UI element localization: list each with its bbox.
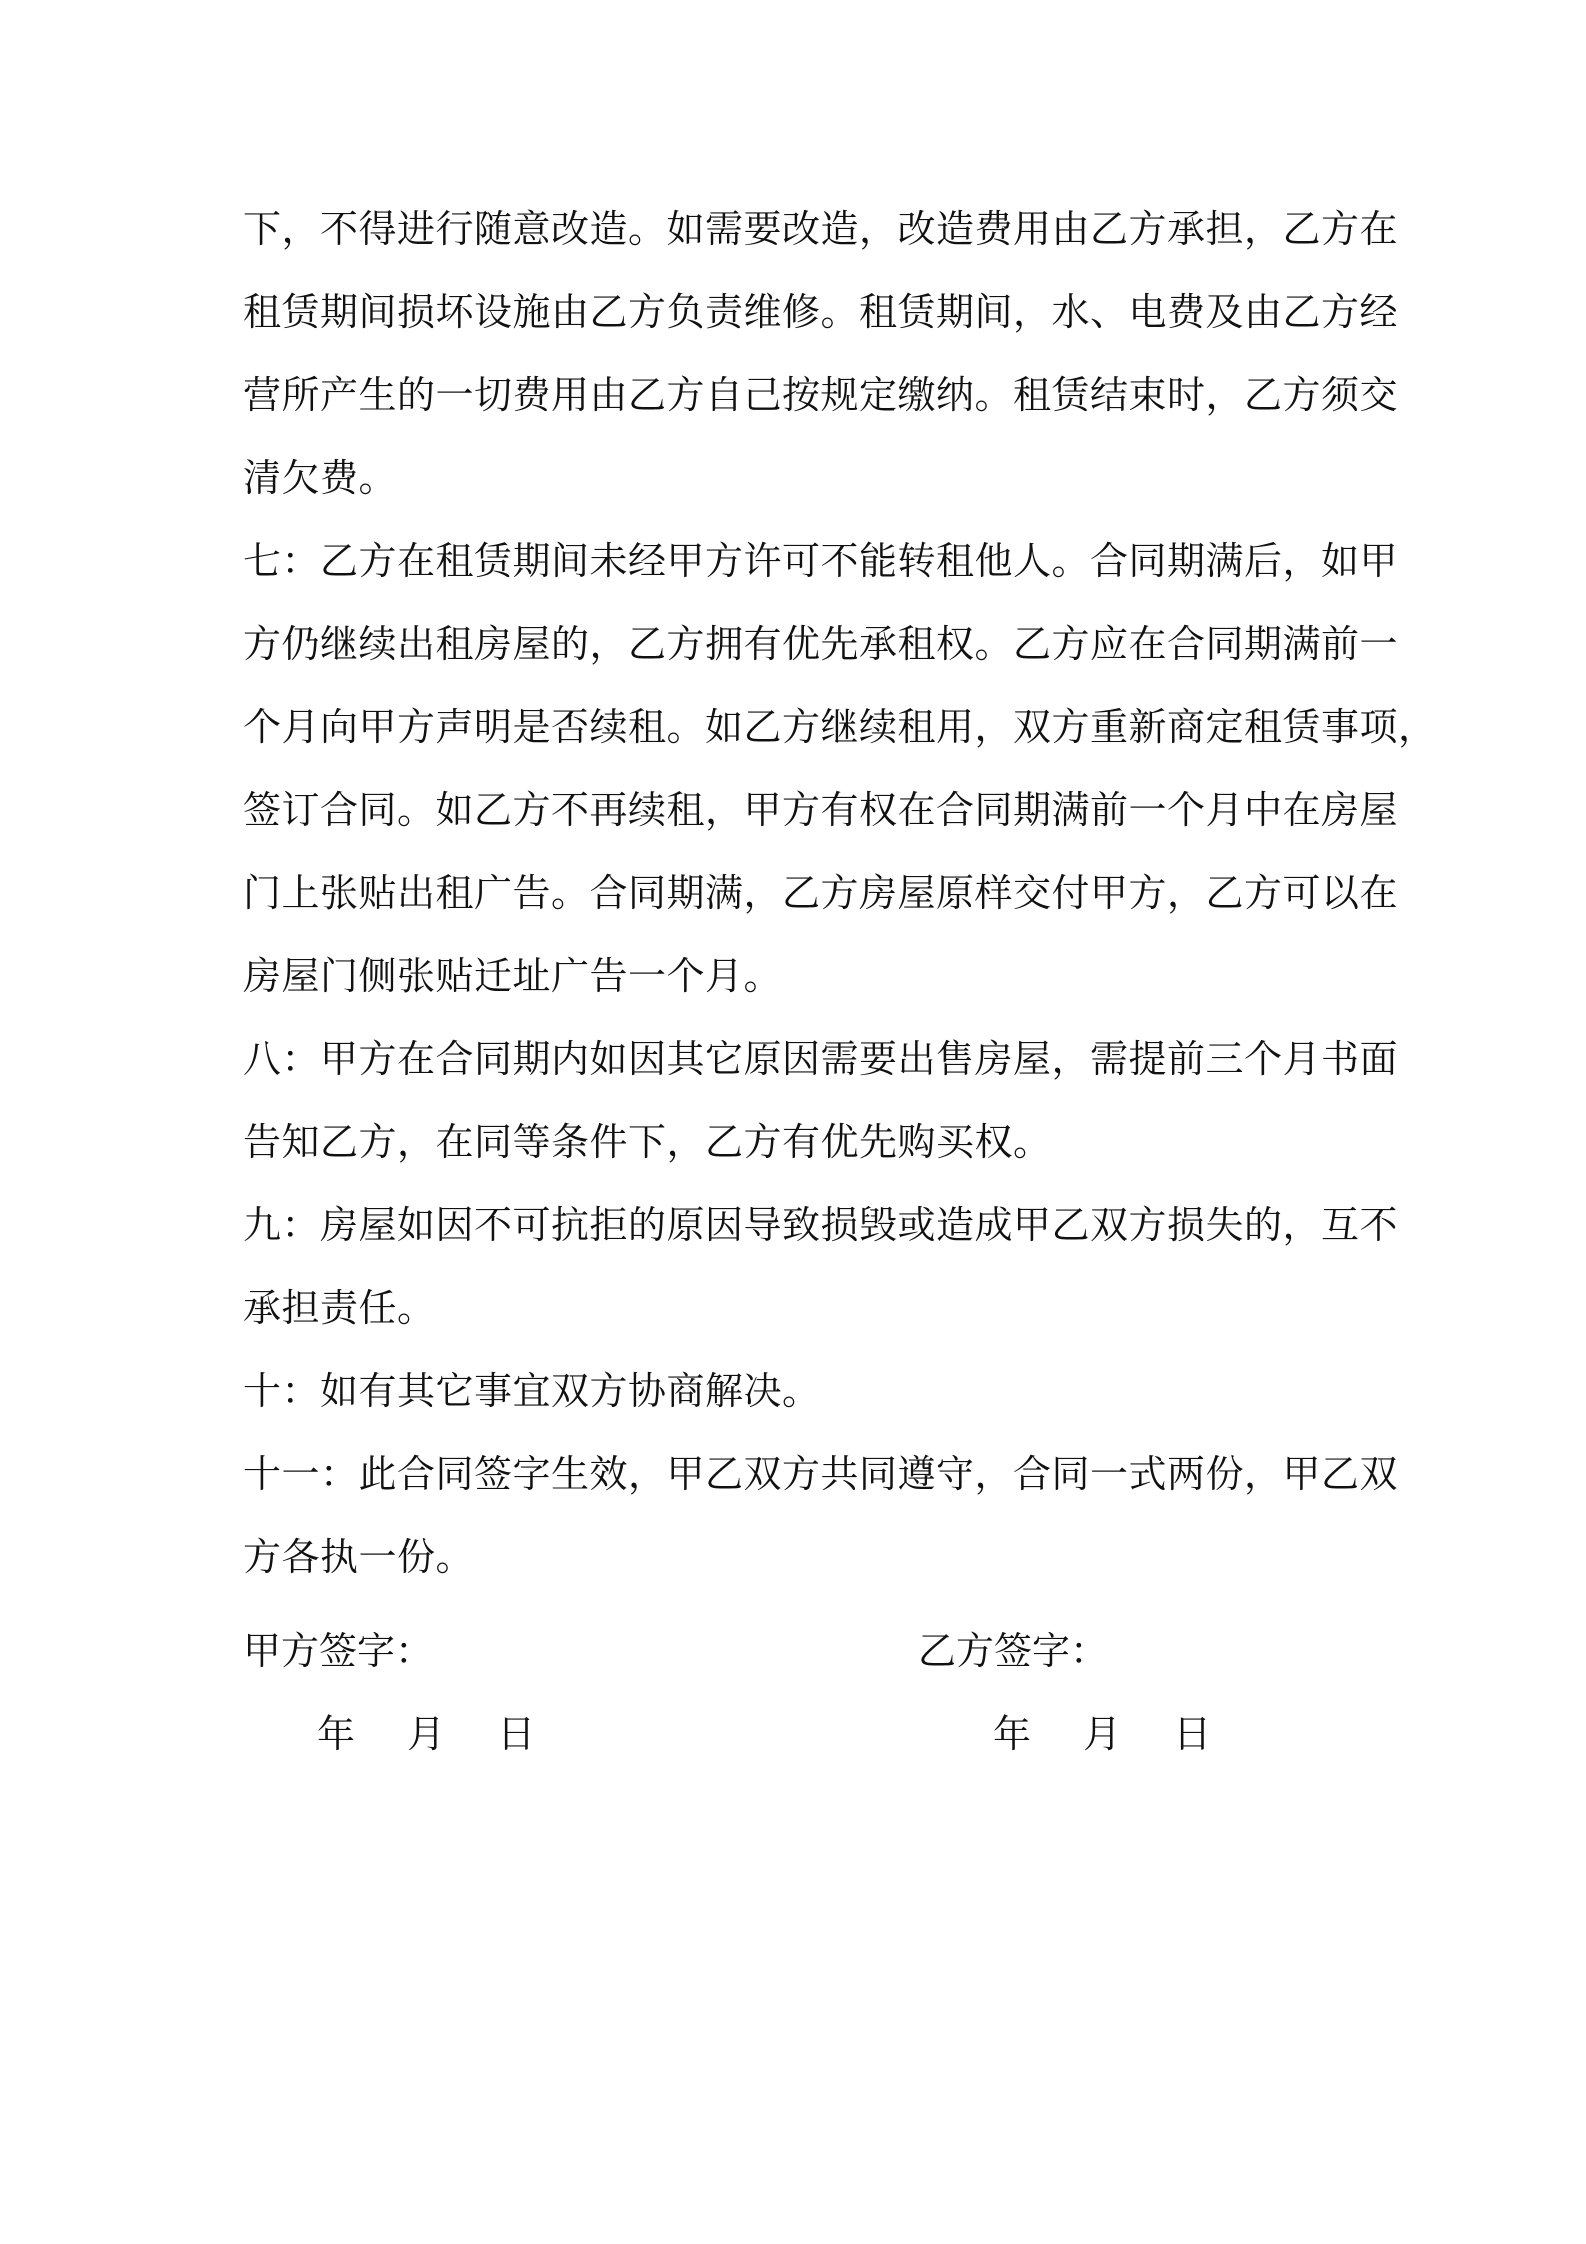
text-line: 七：乙方在租赁期间未经甲方许可不能转租他人。合同期满后，如甲 [243,539,1399,583]
text-line: 个月向甲方声明是否续租。如乙方继续租用，双方重新商定租赁事项， [243,705,1437,749]
text-line: 清欠费。 [243,456,398,500]
text-line: 方仍继续出租房屋的，乙方拥有优先承租权。乙方应在合同期满前一 [243,622,1399,666]
date-day: 日 [497,1712,536,1756]
text-line: 方各执一份。 [243,1535,475,1579]
text-line: 房屋门侧张贴迁址广告一个月。 [243,954,783,998]
date-day: 日 [1173,1712,1212,1756]
date-year: 年 [993,1712,1032,1756]
party-b-date [993,1693,1251,1776]
clause-nine [243,1184,1399,1350]
text-line: 八：甲方在合同期内如因其它原因需要出售房屋，需提前三个月书面 [243,1037,1399,1081]
date-month: 月 [1083,1712,1122,1756]
text-line: 签订合同。如乙方不再续租，甲方有权在合同期满前一个月中在房屋 [243,788,1399,832]
text-line: 十：如有其它事宜双方协商解决。 [243,1369,821,1413]
text-line: 租赁期间损坏设施由乙方负责维修。租赁期间，水、电费及由乙方经 [243,290,1399,334]
text-line: 告知乙方，在同等条件下，乙方有优先购买权。 [243,1120,1052,1164]
clause-eleven [243,1433,1399,1599]
clause-ten [243,1350,1355,1433]
party-a-signature-label: 甲方签字： [243,1629,434,1673]
text-line: 营所产生的一切费用由乙方自己按规定缴纳。租赁结束时，乙方须交 [243,373,1399,417]
date-year: 年 [317,1712,356,1756]
text-line: 下，不得进行随意改造。如需要改造，改造费用由乙方承担，乙方在 [243,207,1399,251]
text-line: 门上张贴出租广告。合同期满，乙方房屋原样交付甲方，乙方可以在 [243,871,1399,915]
contract-body [243,188,1437,1599]
text-line: 九：房屋如因不可抗拒的原因导致损毁或造成甲乙双方损失的，互不 [243,1203,1399,1247]
text-line: 承担责任。 [243,1286,436,1330]
text-line: 十一：此合同签字生效，甲乙双方共同遵守，合同一式两份，甲乙双 [243,1452,1399,1496]
clause-paragraph [243,188,1399,520]
clause-seven [243,520,1437,1018]
party-a-date [317,1693,575,1776]
date-month: 月 [407,1712,446,1756]
party-b-signature-label: 乙方签字： [918,1629,1109,1673]
clause-eight [243,1018,1399,1184]
